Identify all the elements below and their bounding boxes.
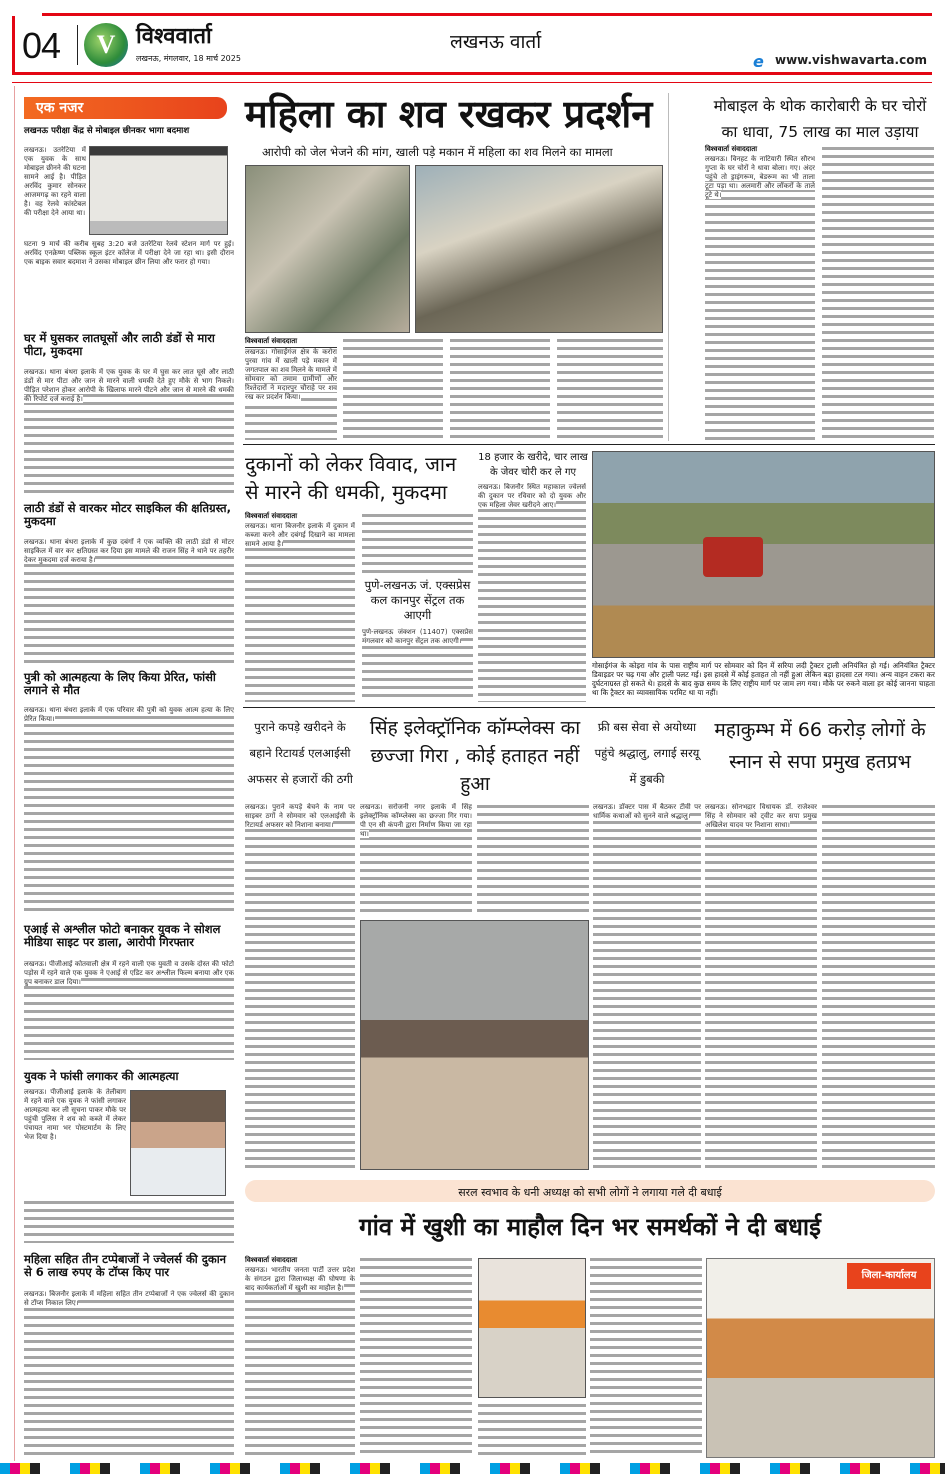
story-lead: लखनऊ। उतरेटिया में एक युवक के साथ मोबाइल छीनने की घटना सामने आई है। पीड़ित अरविंद कुमार सोनकर आजमगढ़ का रहने वाला है। वह रेलवे कांस्टेबल की परीक्षा देने आया था। bbox=[24, 146, 86, 217]
byline: विश्ववार्ता संवाददाता bbox=[245, 337, 337, 348]
story-body: लखनऊ। पीजीआई इलाके के तेलीबाग में रहने वाले एक युवक ने फांसी लगाकर आत्महत्या कर ली सूचना पाकर मौके पर पहुंची पुलिस ने शव को कब्जे में लेकर पंचायत नामा भर पोस्टमार्टम के लिए भेज दिया है। bbox=[24, 1088, 126, 1141]
lic-fraud-body: लखनऊ। पुराने कपड़े बेचने के नाम पर साइबर ठगों ने सोमवार को एलआईसी के रिटायर्ड अफसर को निशाना बनाया। bbox=[245, 803, 355, 1173]
story-body: लखनऊ। थाना बंथरा इलाके में कुछ दबंगों ने एक व्यक्ति की लाठी डंडो से मोटर साइकिल में वार कर क्षतिग्रस्त कर दिया इस मामले की राजन सिंह ने थाने पर तहरीर देकर मुकदमा दर्ज कराया है। bbox=[24, 538, 234, 663]
story-body: लखनऊ। थाना बंथरा इलाके में एक परिवार की पुत्री को युवक आत्म हत्या के लिए प्रेरित किया। bbox=[24, 706, 234, 916]
story-body: लखनऊ। थाना बंथरा इलाके में एक युवक के घर में घुस कर लात घूसे और लाठी डंडों से मार पीटा और जान से मारने वाली धमकी देते हुए मौके से भाग निकले। पीड़ित परेशान होकर आरोपी के खिलाफ मारने पीटने और जान से मारने की धमकी की रिपोर्ट दर्ज कराई है। bbox=[24, 368, 234, 493]
chhajja-body: लखनऊ। सरोजनी नगर इलाके में सिंह इलेक्ट्रॉनिक कॉम्प्लेक्स का छज्जा गिर गया। पी एन सी कंपनी द्वारा निर्माण किया जा रहा था। bbox=[360, 803, 472, 915]
story-title: महिला सहित तीन टप्पेबाजों ने ज्वेलर्स की दुकान से 6 लाख रुपए के टॉप्स किए पार bbox=[24, 1252, 227, 1280]
story-body: घटना 9 मार्च की करीब सुबह 3:20 बजे उतरेटिया रेलवे स्टेशन मार्ग पर हुई। अरविंद एनक्रेष्ण पब्लिक स्कूल इंटर कॉलेज में परीक्षा देने जा रहा था। इसी दौरान एक बाइक सवार बदमाश ने उसका मोबाइल छीन लिया और फरार हो गया। bbox=[24, 240, 234, 266]
main-headline: महिला का शव रखकर प्रदर्शन bbox=[245, 92, 653, 136]
story-title: लाठी डंडों से वारकर मोटर साइकिल की क्षतिग्रस्त, मुकदमा bbox=[24, 501, 231, 529]
pune-express-headline: पुणे-लखनऊ जं. एक्सप्रेस कल कानपुर सेंट्रल तक आएगी bbox=[364, 578, 471, 622]
bottom-column bbox=[590, 1256, 702, 1458]
jewel-headline: 18 हजार के खरीदे, चार लाख के जेवर चोरी कर ले गए bbox=[478, 452, 588, 478]
right-top-body: लखनऊ। विनहट के नाटियारी स्थित सौरभ गुप्ता के घर चोरों ने धावा बोला। गए। अंदर पहुंचे तो ड्राइंगरूम, बेडरूम का भी ताला टूटा पड़ा था। अलमारी और लॉकरों के ताले टूटे थे। bbox=[705, 155, 815, 440]
byline: विश्ववार्ता संवाददाता bbox=[705, 145, 815, 156]
banner-label: एक नजर bbox=[36, 100, 84, 116]
story-body-continued bbox=[24, 1199, 234, 1243]
tractor-icon bbox=[703, 537, 763, 577]
bottom-headline: गांव में खुशी का माहौल दिन भर समर्थकों ने दी बधाई bbox=[359, 1213, 821, 1241]
shops-body: लखनऊ। थाना बिजनौर इलाके में दुकान में कब्जा करने और दबंगई दिखाने का मामला सामने आया है। bbox=[245, 522, 355, 702]
shops-headline: दुकानों को लेकर विवाद, जान से मारने की धमकी, मुकदमा bbox=[245, 452, 457, 504]
story-body: लखनऊ। पीजीआई कोतवाली क्षेत्र में रहने वाली एक युवती व उसके दोस्त की फोटो पड़ोस में रहने वाले एक युवक ने एआई से एडिट कर अश्लील फिल्म बनाया और एक ग्रुप बनाकर डाल दिया। bbox=[24, 960, 234, 1060]
protest-photo-2 bbox=[415, 165, 663, 333]
shops-column bbox=[362, 512, 473, 576]
ek-nazar-banner bbox=[24, 97, 227, 119]
lic-fraud-headline: पुराने कपड़े खरीदने के बहाने रिटायर्ड एलआईसी अफसर से हजारों की ठगी bbox=[247, 720, 353, 786]
mahakumbh-headline: महाकुम्भ में 66 करोड़ लोगों के स्नान से सपा प्रमुख हतप्रभ bbox=[714, 719, 926, 773]
tractor-caption: गोसाईगंज के कोइरा गांव के पास राष्ट्रीय मार्ग पर सोमवार को दिन में सरिया लदी ट्रैक्टर ट्राली अनियंत्रित हो गई। अनियंत्रित ट्रैक्टर डिवाइडर पर चढ़ गया और ट्राली पलट गई। इस हादसे में कोई हताहत तो नहीं हुआ लेकिन बड़ा हादसा टल गया। अन्य वाहन टकरा कर दुर्घटनाग्रस्त हो सकते थे। हादसे के बाद कुछ समय के लिए राष्ट्रीय मार्ग पर जाम लग गया। मौके पर रुकने वाला हर कोई जानना चाहता था कि ट्रैक्टर का व्यावसायिक परमिट था या नहीं। bbox=[592, 661, 935, 697]
logo-icon: V bbox=[84, 23, 128, 67]
story-title: युवक ने फांसी लगाकर की आत्महत्या bbox=[24, 1069, 179, 1083]
ayodhya-bus-body: लखनऊ। डॉक्टर पास में बैठकर टीवी पर धार्मिक कथाओं को सुनने वाले श्रद्धालु। bbox=[593, 803, 701, 1173]
mahakumbh-body: लखनऊ। सोनभद्रार विधायक डॉ. राजेश्वर सिंह ने सोमवार को ट्वीट कर सपा प्रमुख अखिलेश यादव पर निशाना साधा। bbox=[705, 803, 817, 1173]
website-link[interactable]: www.vishwavarta.com bbox=[775, 53, 927, 67]
byline: विश्ववार्ता संवाददाता bbox=[245, 512, 355, 523]
story-title: लखनऊ परीक्षा केंद्र से मोबाइल छीनकर भागा बदमाश bbox=[24, 126, 190, 136]
bottom-column bbox=[360, 1256, 472, 1458]
tractor-accident-photo bbox=[592, 451, 935, 658]
ayodhya-bus-headline: फ्री बस सेवा से अयोध्या पहुंचे श्रद्धालु, लगाई सरयू में डुबकी bbox=[594, 720, 700, 786]
main-story-column bbox=[557, 337, 663, 440]
print-registration-marks bbox=[0, 1463, 945, 1474]
right-top-headline: मोबाइल के थोक कारोबारी के घर चोरों का धावा, 75 लाख का माल उड़ाया bbox=[713, 97, 927, 141]
chhajja-column bbox=[477, 803, 589, 915]
story-body: लखनऊ। बिजनौर इलाके में महिला सहित तीन टप्पेबाजों ने एक ज्वेलर्स की दुकान से टॉप्स निकाल लिए। bbox=[24, 1290, 234, 1458]
bottom-kicker: सरल स्वभाव के धनी अध्यक्ष को सभी लोगों ने लगाया गले दी बधाई bbox=[245, 1180, 935, 1202]
story-title: पुत्री को आत्महत्या के लिए किया प्रेरित, फांसी लगाने से मौत bbox=[24, 670, 216, 698]
pune-express-body: पुणे-लखनऊ जंक्शन (11407) एक्सप्रेस मंगलवार को कानपुर सेंट्रल तक आएगी। bbox=[362, 628, 473, 702]
district-office-banner: जिला-कार्यालय bbox=[847, 1263, 931, 1289]
bottom-column bbox=[478, 1402, 586, 1458]
felicitation-photo bbox=[478, 1258, 586, 1398]
section-title: लखनऊ वार्ता bbox=[450, 31, 542, 53]
browser-icon: e bbox=[753, 52, 764, 71]
brand-name: विश्ववार्ता bbox=[136, 24, 212, 49]
byline: विश्ववार्ता संवाददाता bbox=[245, 1256, 355, 1267]
main-story-column bbox=[450, 337, 550, 440]
victim-photo bbox=[130, 1090, 226, 1196]
right-top-column bbox=[822, 145, 934, 440]
bottom-body: लखनऊ। भारतीय जनता पार्टी उत्तर प्रदेश के संगठन द्वारा जिलाध्यक्ष की घोषणा के बाद कार्यकर्ताओं में खुशी का माहौल है। bbox=[245, 1266, 355, 1458]
main-subhead: आरोपी को जेल भेजने की मांग, खाली पड़े मकान में महिला का शव मिलने का मामला bbox=[262, 145, 613, 159]
story-title: घर में घुसकर लातघूसों और लाठी डंडों से मारा पीटा, मुकदमा bbox=[24, 331, 215, 359]
left-column-frame bbox=[14, 86, 15, 1461]
collapsed-building-photo bbox=[360, 920, 589, 1170]
jewel-body: लखनऊ। बिजनौर स्थित महाकाल ज्वेलर्स की दुकान पर रविवार को दो युवक और एक महिला जेवर खरीदने आए। bbox=[478, 483, 586, 702]
main-story-body: लखनऊ। गोसाईंगंज क्षेत्र के करोरा पुरवा गांव में खाली पड़े मकान में जगतपाल का शव मिलने के मामले में सोमवार को तमाम ग्रामीणों और रिश्तेदारों ने मदारपुर चौराहे पर शव रख कर प्रदर्शन किया। bbox=[245, 348, 337, 440]
district-office-collage bbox=[706, 1258, 935, 1458]
chhajja-headline: सिंह इलेक्ट्रॉनिक कॉम्प्लेक्स का छज्जा गिरा , कोई हताहत नहीं हुआ bbox=[369, 717, 581, 795]
exam-centre-photo bbox=[89, 146, 228, 235]
dateline: लखनऊ, मंगलवार, 18 मार्च 2025 bbox=[136, 54, 241, 63]
mahakumbh-column bbox=[822, 803, 935, 1173]
story-title: एआई से अश्लील फोटो बनाकर युवक ने सोशल मीडिया साइट पर डाला, आरोपी गिरफ्तार bbox=[24, 922, 221, 950]
page-number: 04 bbox=[22, 25, 61, 66]
protest-photo-1 bbox=[245, 165, 410, 333]
main-story-column bbox=[343, 337, 443, 440]
